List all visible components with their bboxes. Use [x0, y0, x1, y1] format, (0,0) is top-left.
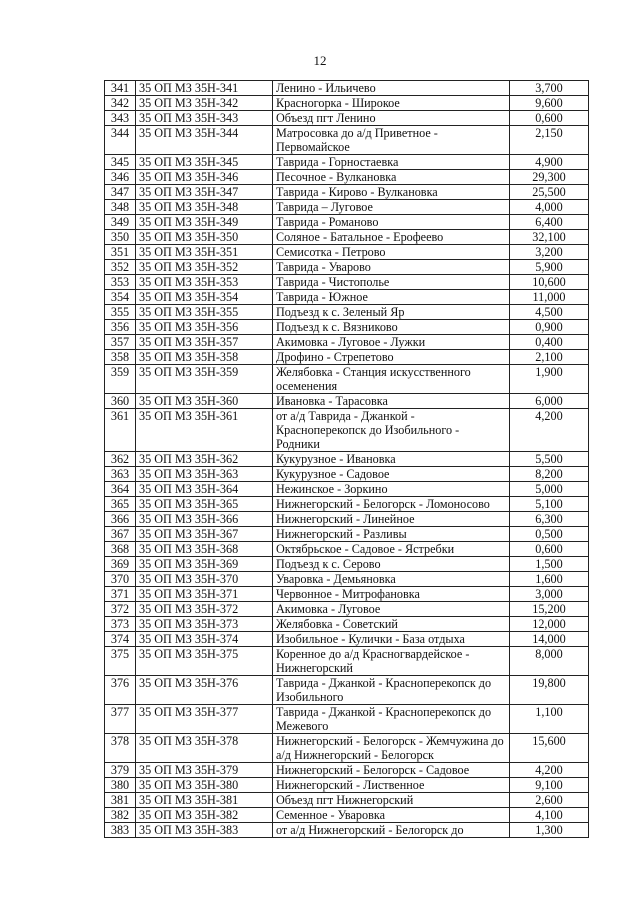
road-length: 0,600	[510, 542, 589, 557]
row-number: 346	[105, 170, 136, 185]
road-length: 1,900	[510, 365, 589, 394]
road-name: от а/д Таврида - Джанкой - Красноперекопск до Изобильного - Родники	[273, 409, 510, 452]
table-row	[105, 126, 589, 155]
table-row	[105, 793, 589, 808]
road-code: 35 ОП МЗ 35Н-367	[136, 527, 273, 542]
road-code: 35 ОП МЗ 35Н-341	[136, 81, 273, 96]
road-name: Нежинское - Зоркино	[273, 482, 510, 497]
road-length: 6,300	[510, 512, 589, 527]
road-code: 35 ОП МЗ 35Н-364	[136, 482, 273, 497]
road-code: 35 ОП МЗ 35Н-380	[136, 778, 273, 793]
table-row	[105, 482, 589, 497]
row-number: 362	[105, 452, 136, 467]
table-row	[105, 572, 589, 587]
road-name: Соляное - Батальное - Ерофеево	[273, 230, 510, 245]
road-code: 35 ОП МЗ 35Н-344	[136, 126, 273, 155]
table-row	[105, 200, 589, 215]
row-number: 348	[105, 200, 136, 215]
table-row	[105, 96, 589, 111]
table-row	[105, 512, 589, 527]
road-length: 8,000	[510, 647, 589, 676]
road-length: 6,000	[510, 394, 589, 409]
road-name: Подъезд к с. Серово	[273, 557, 510, 572]
table-row	[105, 808, 589, 823]
road-code: 35 ОП МЗ 35Н-351	[136, 245, 273, 260]
row-number: 349	[105, 215, 136, 230]
road-name: Семисотка - Петрово	[273, 245, 510, 260]
road-length: 14,000	[510, 632, 589, 647]
road-name: Октябрьское - Садовое - Ястребки	[273, 542, 510, 557]
roads-table-body	[105, 81, 589, 838]
table-row	[105, 111, 589, 126]
road-name: Таврида - Уварово	[273, 260, 510, 275]
road-name: Подъезд к с. Зеленый Яр	[273, 305, 510, 320]
road-name: Ленино - Ильичево	[273, 81, 510, 96]
road-length: 9,100	[510, 778, 589, 793]
row-number: 342	[105, 96, 136, 111]
table-row	[105, 81, 589, 96]
road-code: 35 ОП МЗ 35Н-361	[136, 409, 273, 452]
road-length: 5,900	[510, 260, 589, 275]
table-row	[105, 215, 589, 230]
road-length: 3,000	[510, 587, 589, 602]
road-code: 35 ОП МЗ 35Н-343	[136, 111, 273, 126]
road-code: 35 ОП МЗ 35Н-382	[136, 808, 273, 823]
road-length: 1,600	[510, 572, 589, 587]
road-length: 5,000	[510, 482, 589, 497]
road-code: 35 ОП МЗ 35Н-373	[136, 617, 273, 632]
road-name: Ивановка - Тарасовка	[273, 394, 510, 409]
road-length: 4,000	[510, 200, 589, 215]
road-name: Песочное - Вулкановка	[273, 170, 510, 185]
road-length: 0,400	[510, 335, 589, 350]
road-length: 4,200	[510, 409, 589, 452]
row-number: 350	[105, 230, 136, 245]
row-number: 354	[105, 290, 136, 305]
row-number: 365	[105, 497, 136, 512]
road-name: Червонное - Митрофановка	[273, 587, 510, 602]
row-number: 369	[105, 557, 136, 572]
road-name: Таврида – Луговое	[273, 200, 510, 215]
table-row	[105, 275, 589, 290]
row-number: 366	[105, 512, 136, 527]
road-length: 1,500	[510, 557, 589, 572]
road-length: 1,300	[510, 823, 589, 838]
row-number: 372	[105, 602, 136, 617]
road-name: Нижнегорский - Линейное	[273, 512, 510, 527]
table-row	[105, 557, 589, 572]
road-name: Таврида - Горностаевка	[273, 155, 510, 170]
road-name: Таврида - Южное	[273, 290, 510, 305]
road-length: 5,500	[510, 452, 589, 467]
row-number: 355	[105, 305, 136, 320]
table-row	[105, 155, 589, 170]
road-code: 35 ОП МЗ 35Н-371	[136, 587, 273, 602]
road-name: Таврида - Джанкой - Красноперекопск до Изобильного	[273, 676, 510, 705]
row-number: 345	[105, 155, 136, 170]
road-code: 35 ОП МЗ 35Н-365	[136, 497, 273, 512]
table-row	[105, 409, 589, 452]
road-length: 4,100	[510, 808, 589, 823]
road-length: 0,900	[510, 320, 589, 335]
road-length: 11,000	[510, 290, 589, 305]
table-row	[105, 350, 589, 365]
road-name: Объезд пгт Ленино	[273, 111, 510, 126]
table-row	[105, 467, 589, 482]
road-length: 5,100	[510, 497, 589, 512]
road-code: 35 ОП МЗ 35Н-360	[136, 394, 273, 409]
road-length: 12,000	[510, 617, 589, 632]
row-number: 353	[105, 275, 136, 290]
row-number: 381	[105, 793, 136, 808]
road-length: 2,150	[510, 126, 589, 155]
table-row	[105, 260, 589, 275]
table-row	[105, 394, 589, 409]
road-name: Матросовка до а/д Приветное - Первомайское	[273, 126, 510, 155]
road-code: 35 ОП МЗ 35Н-374	[136, 632, 273, 647]
table-row	[105, 245, 589, 260]
road-name: Таврида - Чистополье	[273, 275, 510, 290]
road-name: Кукурузное - Ивановка	[273, 452, 510, 467]
road-name: Семенное - Уваровка	[273, 808, 510, 823]
road-length: 2,100	[510, 350, 589, 365]
road-length: 0,600	[510, 111, 589, 126]
road-name: Коренное до а/д Красногвардейское - Нижнегорский	[273, 647, 510, 676]
road-code: 35 ОП МЗ 35Н-377	[136, 705, 273, 734]
row-number: 374	[105, 632, 136, 647]
row-number: 357	[105, 335, 136, 350]
road-code: 35 ОП МЗ 35Н-353	[136, 275, 273, 290]
row-number: 344	[105, 126, 136, 155]
row-number: 368	[105, 542, 136, 557]
road-code: 35 ОП МЗ 35Н-368	[136, 542, 273, 557]
table-row	[105, 763, 589, 778]
road-code: 35 ОП МЗ 35Н-362	[136, 452, 273, 467]
road-code: 35 ОП МЗ 35Н-346	[136, 170, 273, 185]
road-name: Нижнегорский - Белогорск - Жемчужина до а/д Нижнегорский - Белогорск	[273, 734, 510, 763]
table-row	[105, 185, 589, 200]
road-name: Желябовка - Станция искусственного осеменения	[273, 365, 510, 394]
table-row	[105, 823, 589, 838]
road-name: от а/д Нижнегорский - Белогорск до	[273, 823, 510, 838]
road-code: 35 ОП МЗ 35Н-355	[136, 305, 273, 320]
row-number: 351	[105, 245, 136, 260]
road-name: Таврида - Джанкой - Красноперекопск до Межевого	[273, 705, 510, 734]
road-code: 35 ОП МЗ 35Н-350	[136, 230, 273, 245]
road-length: 15,600	[510, 734, 589, 763]
row-number: 364	[105, 482, 136, 497]
road-code: 35 ОП МЗ 35Н-379	[136, 763, 273, 778]
road-code: 35 ОП МЗ 35Н-369	[136, 557, 273, 572]
road-code: 35 ОП МЗ 35Н-356	[136, 320, 273, 335]
table-row	[105, 305, 589, 320]
row-number: 359	[105, 365, 136, 394]
road-code: 35 ОП МЗ 35Н-354	[136, 290, 273, 305]
row-number: 347	[105, 185, 136, 200]
road-name: Изобильное - Кулички - База отдыха	[273, 632, 510, 647]
road-code: 35 ОП МЗ 35Н-342	[136, 96, 273, 111]
row-number: 367	[105, 527, 136, 542]
road-length: 3,700	[510, 81, 589, 96]
road-code: 35 ОП МЗ 35Н-347	[136, 185, 273, 200]
table-row	[105, 335, 589, 350]
row-number: 373	[105, 617, 136, 632]
road-code: 35 ОП МЗ 35Н-358	[136, 350, 273, 365]
table-row	[105, 705, 589, 734]
table-row	[105, 497, 589, 512]
road-length: 4,900	[510, 155, 589, 170]
road-code: 35 ОП МЗ 35Н-363	[136, 467, 273, 482]
row-number: 343	[105, 111, 136, 126]
road-code: 35 ОП МЗ 35Н-349	[136, 215, 273, 230]
table-row	[105, 527, 589, 542]
page-number: 12	[313, 53, 327, 68]
road-name: Акимовка - Луговое - Лужки	[273, 335, 510, 350]
table-row	[105, 602, 589, 617]
road-code: 35 ОП МЗ 35Н-370	[136, 572, 273, 587]
road-length: 8,200	[510, 467, 589, 482]
road-code: 35 ОП МЗ 35Н-376	[136, 676, 273, 705]
road-name: Дрофино - Стрепетово	[273, 350, 510, 365]
table-row	[105, 734, 589, 763]
road-length: 4,500	[510, 305, 589, 320]
row-number: 356	[105, 320, 136, 335]
row-number: 360	[105, 394, 136, 409]
road-name: Таврида - Романово	[273, 215, 510, 230]
table-row	[105, 542, 589, 557]
road-name: Нижнегорский - Белогорск - Садовое	[273, 763, 510, 778]
road-name: Объезд пгт Нижнегорский	[273, 793, 510, 808]
table-row	[105, 290, 589, 305]
road-length: 10,600	[510, 275, 589, 290]
road-code: 35 ОП МЗ 35Н-378	[136, 734, 273, 763]
road-code: 35 ОП МЗ 35Н-366	[136, 512, 273, 527]
table-row	[105, 617, 589, 632]
roads-table	[104, 80, 589, 838]
road-name: Подъезд к с. Вязниково	[273, 320, 510, 335]
table-row	[105, 676, 589, 705]
road-length: 29,300	[510, 170, 589, 185]
row-number: 378	[105, 734, 136, 763]
row-number: 375	[105, 647, 136, 676]
road-code: 35 ОП МЗ 35Н-372	[136, 602, 273, 617]
road-code: 35 ОП МЗ 35Н-348	[136, 200, 273, 215]
row-number: 363	[105, 467, 136, 482]
row-number: 361	[105, 409, 136, 452]
table-row	[105, 587, 589, 602]
table-row	[105, 632, 589, 647]
table-row	[105, 778, 589, 793]
road-code: 35 ОП МЗ 35Н-381	[136, 793, 273, 808]
row-number: 341	[105, 81, 136, 96]
table-row	[105, 647, 589, 676]
row-number: 377	[105, 705, 136, 734]
road-code: 35 ОП МЗ 35Н-375	[136, 647, 273, 676]
road-length: 9,600	[510, 96, 589, 111]
road-name: Нижнегорский - Белогорск - Ломоносово	[273, 497, 510, 512]
road-name: Красногорка - Широкое	[273, 96, 510, 111]
road-code: 35 ОП МЗ 35Н-345	[136, 155, 273, 170]
road-code: 35 ОП МЗ 35Н-383	[136, 823, 273, 838]
road-name: Таврида - Кирово - Вулкановка	[273, 185, 510, 200]
row-number: 370	[105, 572, 136, 587]
row-number: 376	[105, 676, 136, 705]
row-number: 383	[105, 823, 136, 838]
road-name: Желябовка - Советский	[273, 617, 510, 632]
road-code: 35 ОП МЗ 35Н-352	[136, 260, 273, 275]
row-number: 379	[105, 763, 136, 778]
road-length: 3,200	[510, 245, 589, 260]
table-row	[105, 170, 589, 185]
table-row	[105, 365, 589, 394]
row-number: 352	[105, 260, 136, 275]
road-code: 35 ОП МЗ 35Н-359	[136, 365, 273, 394]
road-name: Акимовка - Луговое	[273, 602, 510, 617]
table-row	[105, 320, 589, 335]
road-length: 2,600	[510, 793, 589, 808]
row-number: 380	[105, 778, 136, 793]
road-length: 19,800	[510, 676, 589, 705]
table-row	[105, 452, 589, 467]
road-name: Уваровка - Демьяновка	[273, 572, 510, 587]
road-length: 25,500	[510, 185, 589, 200]
road-code: 35 ОП МЗ 35Н-357	[136, 335, 273, 350]
road-length: 15,200	[510, 602, 589, 617]
row-number: 358	[105, 350, 136, 365]
road-name: Нижнегорский - Разливы	[273, 527, 510, 542]
row-number: 382	[105, 808, 136, 823]
table-row	[105, 230, 589, 245]
road-name: Нижнегорский - Лиственное	[273, 778, 510, 793]
road-length: 1,100	[510, 705, 589, 734]
road-length: 4,200	[510, 763, 589, 778]
road-length: 6,400	[510, 215, 589, 230]
road-length: 32,100	[510, 230, 589, 245]
road-length: 0,500	[510, 527, 589, 542]
row-number: 371	[105, 587, 136, 602]
road-name: Кукурузное - Садовое	[273, 467, 510, 482]
